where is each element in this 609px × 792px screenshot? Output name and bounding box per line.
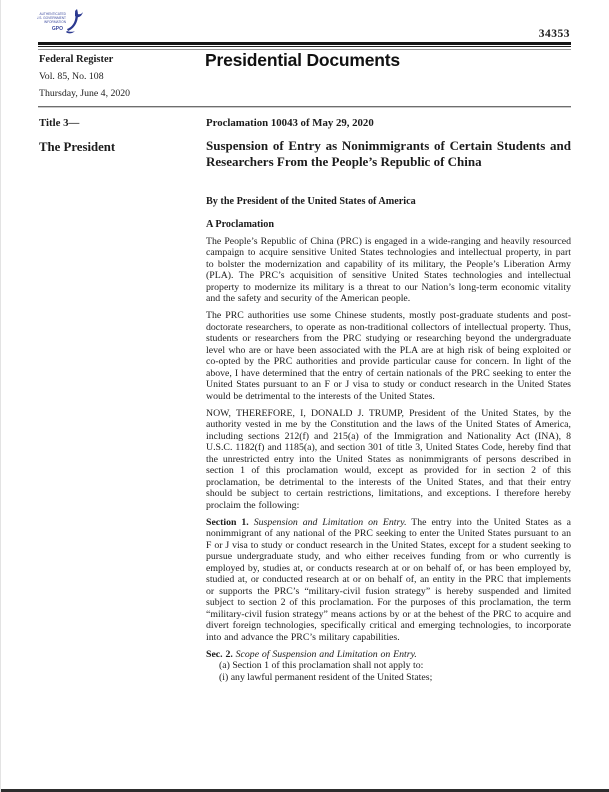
- gpo-authenticated-logo: [37, 8, 85, 45]
- section-1-heading: Suspension and Limitation on Entry.: [253, 516, 407, 528]
- logo-gpo: GPO: [51, 26, 63, 32]
- section-2-heading: Scope of Suspension and Limitation on Entry.: [235, 648, 417, 660]
- title3-name: The President: [39, 140, 116, 154]
- paragraph-2: The PRC authorities use some Chinese students, mostly post-graduate students and post-doctorate researchers, to operate as non-traditional collectors of intellectual property. Thus, students or researchers from the PRC studying or researching beyond the undergraduate level who are or have been associated with the PLA are at high risk of being exploited or co-opted by the PRC authorities and provide particular cause for concern. In light of the above, I have determined that the entry of certain nationals of the PRC seeking to enter the United States pursuant to an F or J visa to study or conduct research in the United States would be detrimental to the interests of the United States.: [206, 310, 571, 402]
- masthead-brand: Federal Register: [39, 54, 114, 65]
- page-number: 34353: [538, 28, 570, 40]
- logo-line-1: AUTHENTICATED: [39, 12, 66, 16]
- paragraph-3: NOW, THEREFORE, I, DONALD J. TRUMP, President of the United States, by the authority vested in me by the Constitution and the laws of the United States of America, including sections 212(f) and 215(a) of the Immigration and Nationality Act (INA), 8 U.S.C. 1182(f) and 1185(a), and section 301 of title 3, United States Code, hereby find that the unrestricted entry into the United States as nonimmigrants of persons described in section 1 of this proclamation would, except as provided for in section 2 of this proclamation, be detrimental to the interests of the United States, and that their entry should be subject to certain restrictions, limitations, and exceptions. I therefore hereby proclaim the following:: [206, 407, 571, 511]
- eagle-swoosh: [67, 9, 78, 31]
- title3-label: Title 3—: [39, 117, 80, 129]
- section-1-paragraph: [206, 517, 571, 644]
- rule-thin: [38, 46, 571, 47]
- paragraph-1: The People’s Republic of China (PRC) is engaged in a wide-ranging and heavily resourced campaign to acquire sensitive United States technologies and intellectual property, in part to bolster the modernization and capability of its military, the People’s Liberation Army (PLA). The PRC’s acquisition of sensitive United States technologies and intellectual property to modernize its military is a threat to our Nation’s long-term economic vitality and the safety and security of the American people.: [206, 235, 571, 304]
- eagle-tail: [66, 31, 75, 33]
- title-column: [39, 117, 194, 155]
- section-2-item-i: (i) any lawful permanent resident of the United States;: [219, 671, 433, 683]
- logo-line-3: INFORMATION: [43, 20, 66, 24]
- section-2-label: Sec. 2.: [206, 648, 233, 660]
- rule-light: [38, 107, 571, 108]
- logo-line-2: U.S. GOVERNMENT: [37, 16, 66, 20]
- rule-thick: [38, 42, 571, 45]
- section-heading: Presidential Documents: [205, 50, 400, 70]
- header-bottom-rule: [38, 106, 571, 108]
- gpo-eagle-icon: [37, 8, 85, 40]
- proclamation-column: [206, 117, 571, 683]
- proclamation-number-line: Proclamation 10043 of May 29, 2020: [206, 117, 374, 129]
- byline: By the President of the United States of America: [206, 196, 416, 207]
- subheading: A Proclamation: [206, 219, 275, 230]
- masthead-date: Thursday, June 4, 2020: [39, 88, 131, 99]
- section-2-item-a: (a) Section 1 of this proclamation shall not apply to:: [219, 660, 424, 671]
- section-1-body: The entry into the United States as a nonimmigrant of any national of the PRC seeking to enter the United States pursuant to an F or J visa to study or conduct research in the United States, except for a student seeking to pursue undergraduate study, and who either receives funding from or who currently is employed by, studies at, or conducts research at or on behalf of, or has been employed by, studied at, or conducted research at or on behalf of, an entity in the PRC that implements or supports the PRC’s “military-civil fusion strategy” is hereby suspended and limited subject to section 2 of this proclamation. For the purposes of this proclamation, the term “military-civil fusion strategy” means actions by or at the behest of the PRC to acquire and divert foreign technologies, specifically critical and emerging technologies, to incorporate into and advance the PRC’s military capabilities.: [206, 516, 571, 643]
- section-2-heading-line: [206, 649, 571, 661]
- masthead-volume: Vol. 85, No. 108: [39, 71, 104, 82]
- proclamation-title: Suspension of Entry as Nonimmigrants of Certain Students and Researchers From the People’s Republic of China: [206, 138, 571, 169]
- section-1-label: Section 1.: [206, 516, 249, 528]
